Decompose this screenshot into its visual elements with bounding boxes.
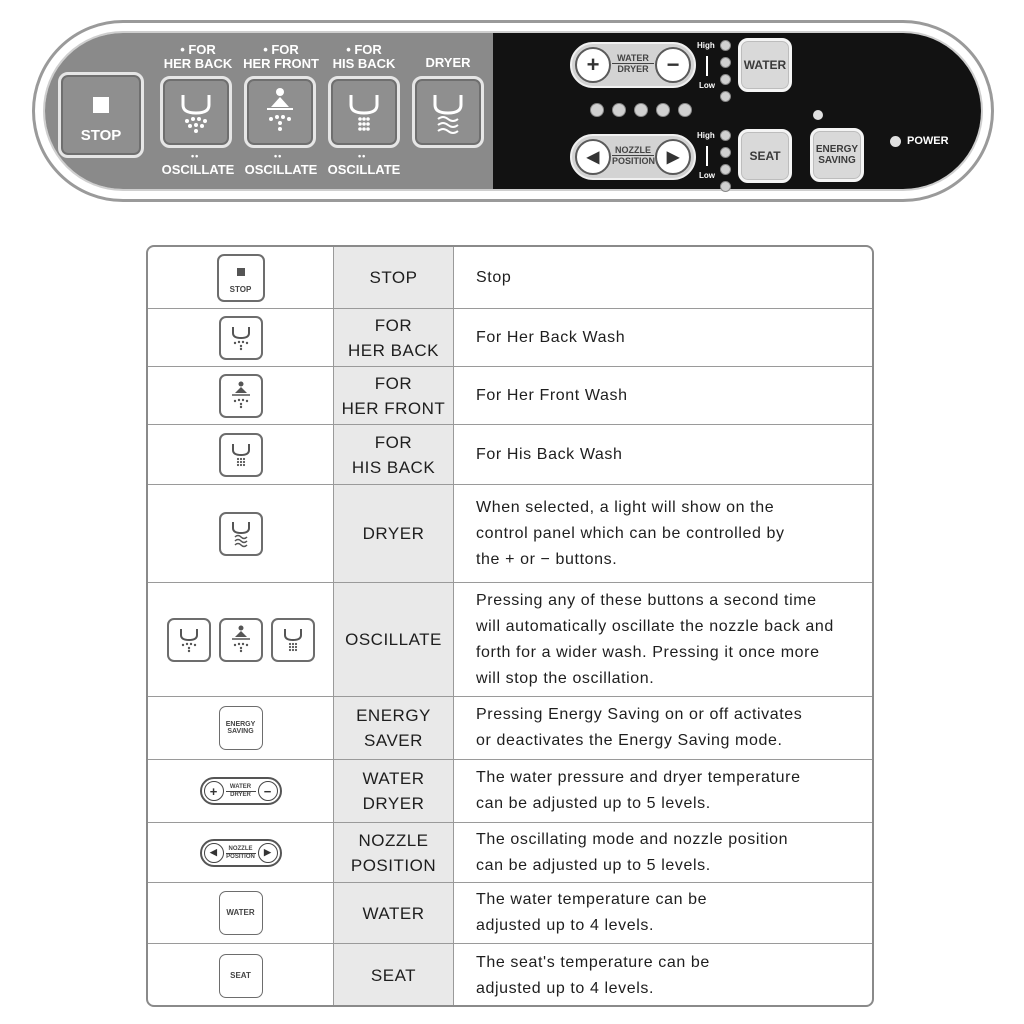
her-back-icon [163,79,229,145]
icon-cell [148,367,334,424]
her-front-osc-dots: •• [274,151,283,161]
function-description: Stop [476,268,512,286]
function-name: FOR HER FRONT [334,367,454,424]
dryer-label: DRYER [425,55,471,70]
function-name: NOZZLE POSITION [334,823,454,882]
function-name: STOP [334,247,454,308]
her-back-oscillate-label: OSCILLATE [161,162,235,177]
icon-cell [148,697,334,759]
function-description: For Her Front Wash [476,386,628,404]
nozzle-pill-label: NOZZLE POSITION [612,145,656,166]
water-dryer-adjuster-icon: + WATER DRYER − [200,777,282,805]
function-description: Pressing Energy Saving on or off activates or deactivates the Energy Saving mode. [476,706,803,749]
her-front-oscillate-label: OSCILLATE [244,162,318,177]
function-description: The oscillating mode and nozzle position can be adjusted up to 5 levels. [476,830,789,874]
his-back-osc-dots: •• [358,151,367,161]
table-row [148,883,872,944]
function-description: For His Back Wash [476,445,623,463]
water-dryer-pill-label: WATER DRYER [612,53,654,74]
function-name: SEAT [334,944,454,1007]
her-back-icon [219,316,263,360]
left-arrow-icon: ◀ [204,843,224,863]
function-name: WATER DRYER [334,760,454,822]
water-button[interactable]: WATER [738,38,792,92]
table-row [148,309,872,367]
function-description: The water temperature can be adjusted up to 4 levels. [476,891,708,934]
water-high-label: High [697,41,715,50]
right-arrow-icon: ▶ [258,843,278,863]
water-icon: WATER [219,891,263,935]
icon-cell [148,425,334,484]
power-label: POWER [907,135,949,147]
water-level-line [706,56,708,76]
table-row [148,760,872,823]
table-row [148,367,872,425]
icon-cell [148,247,334,308]
table-row [148,823,872,883]
icon-cell [148,944,334,1007]
her-back-button[interactable] [160,76,232,148]
icon-cell [148,309,334,366]
her-front-button[interactable] [244,76,316,148]
plus-icon: + [204,781,224,801]
minus-button[interactable]: − [655,47,691,83]
dryer-icon [415,79,481,145]
stop-button[interactable] [58,72,144,158]
left-arrow-button[interactable]: ◀ [575,139,611,175]
her-front-icon [247,79,313,145]
table-row [148,247,872,309]
her-front-icon [219,374,263,418]
table-row [148,583,872,697]
icon-cell [148,583,334,696]
function-description: Pressing any of these buttons a second time will automatically oscillate the nozzle back and forth for a wider wash. Pressing it once more will stop the oscillation. [476,591,834,687]
energy-saving-button[interactable]: ENERGY SAVING [810,128,864,182]
her-front-icon [219,618,263,662]
function-name: OSCILLATE [334,583,454,696]
water-dryer-adjuster [570,42,696,88]
water-level-leds [720,40,728,108]
dryer-icon [219,512,263,556]
seat-button[interactable]: SEAT [738,129,792,183]
her-front-label: • FOR HER FRONT [243,42,319,71]
seat-level-leds [720,130,728,198]
energy-saving-led [813,110,823,120]
his-back-button[interactable] [328,76,400,148]
function-description: The seat's temperature can be adjusted up to 4 levels. [476,953,710,997]
stop-icon [93,97,109,113]
his-back-icon [219,433,263,477]
function-description: For Her Back Wash [476,328,626,346]
function-name: WATER [334,883,454,943]
icon-cell [148,760,334,822]
her-back-osc-dots: •• [191,151,200,161]
her-back-icon [167,618,211,662]
power-led [890,136,901,147]
right-arrow-button[interactable]: ▶ [655,139,691,175]
table-row [148,485,872,583]
level-indicator-leds [590,103,692,117]
function-table [146,245,874,1007]
function-description: When selected, a light will show on the control panel which can be controlled by the + or − buttons. [476,498,785,568]
seat-icon: SEAT [219,954,263,998]
table-row [148,944,872,1007]
his-back-oscillate-label: OSCILLATE [327,162,401,177]
icon-cell [148,485,334,582]
water-low-label: Low [699,81,715,90]
plus-button[interactable]: + [575,47,611,83]
his-back-label: • FOR HIS BACK [332,42,396,71]
her-back-label: • FOR HER BACK [163,42,233,71]
his-back-icon [331,79,397,145]
icon-cell [148,823,334,882]
stop-button-label: STOP [80,127,122,144]
function-name: FOR HIS BACK [334,425,454,484]
icon-cell [148,883,334,943]
dryer-button[interactable] [412,76,484,148]
energy-saving-icon: ENERGY SAVING [219,706,263,750]
seat-high-label: High [697,131,715,140]
nozzle-position-adjuster [570,134,696,180]
his-back-icon [271,618,315,662]
function-name: ENERGY SAVER [334,697,454,759]
seat-low-label: Low [699,171,715,180]
table-row [148,697,872,760]
minus-icon: − [258,781,278,801]
function-name: FOR HER BACK [334,309,454,366]
function-name: DRYER [334,485,454,582]
function-description: The water pressure and dryer temperature can be adjusted up to 5 levels. [476,769,801,812]
seat-level-line [706,146,708,166]
table-row [148,425,872,485]
nozzle-position-adjuster-icon: ◀ NOZZLE POSITION ▶ [200,839,282,867]
panel-black-zone [493,33,981,189]
stop-icon: STOP [217,254,265,302]
